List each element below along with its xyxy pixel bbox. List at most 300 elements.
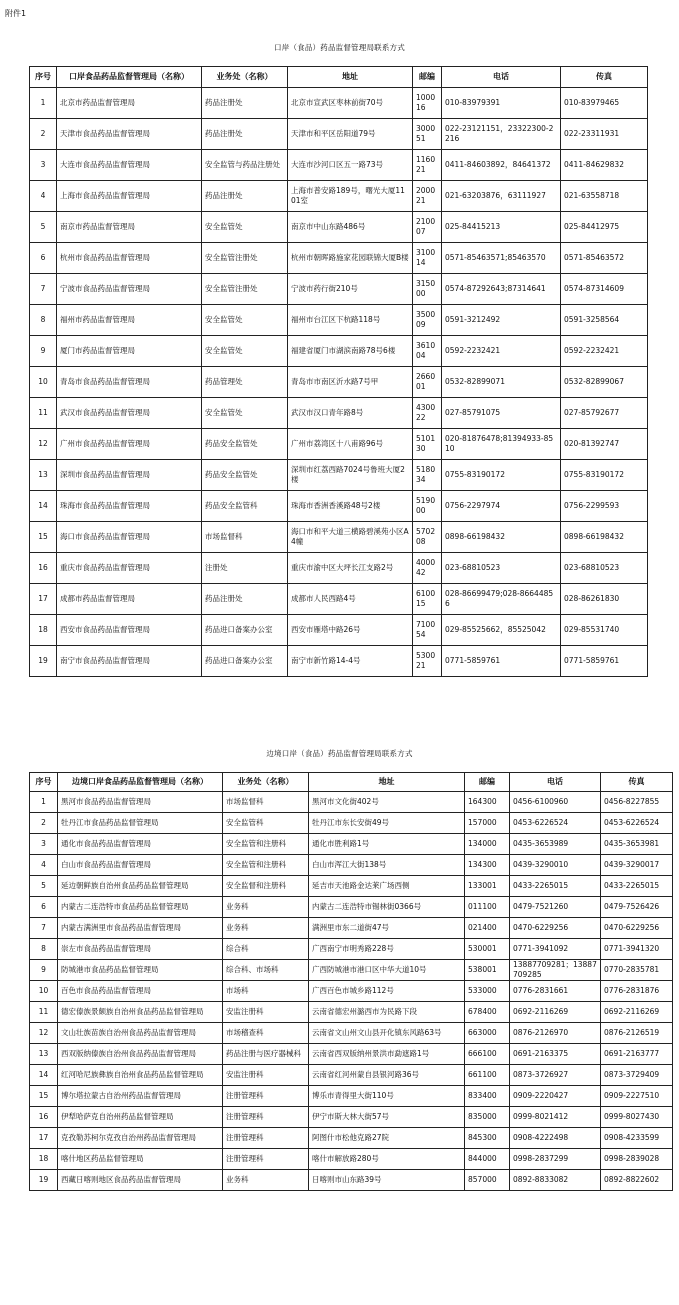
cell-address: 白山市浑江大街138号 xyxy=(309,855,465,876)
cell-address: 博乐市青得里大街110号 xyxy=(309,1086,465,1107)
table-row xyxy=(30,460,648,491)
cell-phone: 0771-3941092 xyxy=(510,939,601,960)
cell-index: 19 xyxy=(30,1170,58,1191)
cell-address: 黑河市文化街402号 xyxy=(309,792,465,813)
table-row xyxy=(30,522,648,553)
cell-index: 8 xyxy=(30,939,58,960)
cell-phone: 0532-82899071 xyxy=(442,367,561,398)
cell-address: 伊宁市斯大林大街57号 xyxy=(309,1107,465,1128)
cell-agency-name: 宁波市食品药品监督管理局 xyxy=(57,274,202,305)
cell-agency-name: 成都市药品监督管理局 xyxy=(57,584,202,615)
cell-postcode: 134000 xyxy=(465,834,510,855)
cell-address: 重庆市渝中区大坪长江支路2号 xyxy=(288,553,413,584)
cell-address: 天津市和平区岳阳道79号 xyxy=(288,119,413,150)
cell-department: 药品注册处 xyxy=(202,119,288,150)
cell-postcode: 430022 xyxy=(413,398,442,429)
cell-address: 福建省厦门市湖滨南路78号6楼 xyxy=(288,336,413,367)
header-phone: 电话 xyxy=(510,773,601,792)
cell-department: 注册管理科 xyxy=(223,1149,309,1170)
cell-address: 广西南宁市明秀路228号 xyxy=(309,939,465,960)
cell-postcode: 533000 xyxy=(465,981,510,1002)
cell-agency-name: 博尔塔拉蒙古自治州药品监督管理局 xyxy=(58,1086,223,1107)
cell-agency-name: 牡丹江市食品药品监督管理局 xyxy=(58,813,223,834)
table-row xyxy=(30,1023,673,1044)
cell-postcode: 100016 xyxy=(413,88,442,119)
cell-agency-name: 珠海市食品药品监督管理局 xyxy=(57,491,202,522)
cell-index: 7 xyxy=(30,274,57,305)
table-row xyxy=(30,960,673,981)
cell-phone: 0691-2163375 xyxy=(510,1044,601,1065)
table-row xyxy=(30,1128,673,1149)
cell-postcode: 661100 xyxy=(465,1065,510,1086)
table-row xyxy=(30,491,648,522)
cell-index: 4 xyxy=(30,181,57,212)
table-row xyxy=(30,897,673,918)
table2-title: 边境口岸（食品）药品监督管理局联系方式 xyxy=(266,749,413,758)
cell-phone: 021-63203876，63111927 xyxy=(442,181,561,212)
cell-phone: 0456-6100960 xyxy=(510,792,601,813)
cell-index: 15 xyxy=(30,1086,58,1107)
cell-agency-name: 白山市食品药品监督管理局 xyxy=(58,855,223,876)
cell-index: 1 xyxy=(30,792,58,813)
cell-fax: 0439-3290017 xyxy=(601,855,673,876)
table-row xyxy=(30,792,673,813)
cell-address: 武汉市汉口青年路8号 xyxy=(288,398,413,429)
cell-fax: 0479-7526426 xyxy=(601,897,673,918)
cell-phone: 0591-3212492 xyxy=(442,305,561,336)
cell-fax: 010-83979465 xyxy=(561,88,648,119)
cell-index: 9 xyxy=(30,336,57,367)
cell-phone: 0755-83190172 xyxy=(442,460,561,491)
cell-postcode: 134300 xyxy=(465,855,510,876)
cell-index: 17 xyxy=(30,584,57,615)
cell-phone: 0909-2220427 xyxy=(510,1086,601,1107)
cell-department: 注册管理科 xyxy=(223,1107,309,1128)
cell-index: 4 xyxy=(30,855,58,876)
cell-index: 11 xyxy=(30,1002,58,1023)
cell-fax: 0571-85463572 xyxy=(561,243,648,274)
table-row xyxy=(30,615,648,646)
table-row xyxy=(30,150,648,181)
cell-address: 西安市雁塔中路26号 xyxy=(288,615,413,646)
cell-department: 药品注册处 xyxy=(202,181,288,212)
cell-agency-name: 防城港市食品药品监督管理局 xyxy=(58,960,223,981)
cell-address: 云南省西双版纳州景洪市勐遮路1号 xyxy=(309,1044,465,1065)
cell-address: 日喀则市山东路39号 xyxy=(309,1170,465,1191)
cell-index: 13 xyxy=(30,1044,58,1065)
cell-department: 药品安全监管科 xyxy=(202,491,288,522)
cell-fax: 0909-2227510 xyxy=(601,1086,673,1107)
cell-agency-name: 克孜勒苏柯尔克孜自治州药品监督管理局 xyxy=(58,1128,223,1149)
cell-postcode: 011100 xyxy=(465,897,510,918)
cell-address: 广西防城港市港口区中华大道10号 xyxy=(309,960,465,981)
attachment-label: 附件1 xyxy=(5,9,27,18)
cell-phone: 0479-7521260 xyxy=(510,897,601,918)
cell-department: 安全监管处 xyxy=(202,336,288,367)
cell-address: 大连市沙河口区五一路73号 xyxy=(288,150,413,181)
header-postcode: 邮编 xyxy=(465,773,510,792)
cell-fax: 028-86261830 xyxy=(561,584,648,615)
cell-department: 市场稽查科 xyxy=(223,1023,309,1044)
cell-phone: 029-85525662，85525042 xyxy=(442,615,561,646)
cell-department: 市场监督科 xyxy=(202,522,288,553)
cell-agency-name: 内蒙古满洲里市食品药品监督管理局 xyxy=(58,918,223,939)
cell-department: 安全监管注册处 xyxy=(202,243,288,274)
cell-postcode: 361004 xyxy=(413,336,442,367)
table-row xyxy=(30,274,648,305)
cell-department: 药品注册处 xyxy=(202,88,288,119)
cell-index: 18 xyxy=(30,1149,58,1170)
cell-department: 业务科 xyxy=(223,918,309,939)
table-row xyxy=(30,1149,673,1170)
cell-fax: 022-23311931 xyxy=(561,119,648,150)
cell-index: 8 xyxy=(30,305,57,336)
table1-header-row xyxy=(30,67,648,88)
table-row xyxy=(30,646,648,677)
header-address: 地址 xyxy=(288,67,413,88)
cell-fax: 0453-6226524 xyxy=(601,813,673,834)
cell-fax: 0770-2835781 xyxy=(601,960,673,981)
cell-agency-name: 广州市食品药品监督管理局 xyxy=(57,429,202,460)
header-agency-name: 边境口岸食品药品监督管理局（名称） xyxy=(58,773,223,792)
cell-agency-name: 福州市药品监督管理局 xyxy=(57,305,202,336)
cell-postcode: 116021 xyxy=(413,150,442,181)
header-postcode: 邮编 xyxy=(413,67,442,88)
cell-fax: 0998-2839028 xyxy=(601,1149,673,1170)
cell-index: 10 xyxy=(30,367,57,398)
cell-postcode: 510130 xyxy=(413,429,442,460)
cell-address: 广西百色市城乡路112号 xyxy=(309,981,465,1002)
cell-department: 安监注册科 xyxy=(223,1065,309,1086)
cell-postcode: 570208 xyxy=(413,522,442,553)
cell-fax: 0591-3258564 xyxy=(561,305,648,336)
cell-postcode: 710054 xyxy=(413,615,442,646)
cell-index: 5 xyxy=(30,212,57,243)
cell-department: 安全监管和注册科 xyxy=(223,834,309,855)
cell-department: 药品进口备案办公室 xyxy=(202,615,288,646)
cell-phone: 025-84415213 xyxy=(442,212,561,243)
cell-phone: 0776-2831661 xyxy=(510,981,601,1002)
cell-agency-name: 延边朝鲜族自治州食品药品监督管理局 xyxy=(58,876,223,897)
cell-fax: 0692-2116269 xyxy=(601,1002,673,1023)
cell-agency-name: 南宁市食品药品监督管理局 xyxy=(57,646,202,677)
cell-index: 2 xyxy=(30,813,58,834)
cell-address: 北京市宣武区枣林前街70号 xyxy=(288,88,413,119)
cell-phone: 0908-4222498 xyxy=(510,1128,601,1149)
cell-fax: 0908-4233599 xyxy=(601,1128,673,1149)
cell-index: 16 xyxy=(30,1107,58,1128)
cell-phone: 0692-2116269 xyxy=(510,1002,601,1023)
cell-fax: 0873-3729409 xyxy=(601,1065,673,1086)
cell-agency-name: 上海市食品药品监督管理局 xyxy=(57,181,202,212)
cell-postcode: 666100 xyxy=(465,1044,510,1065)
cell-phone: 0470-6229256 xyxy=(510,918,601,939)
cell-phone: 0439-3290010 xyxy=(510,855,601,876)
cell-agency-name: 青岛市食品药品监督管理局 xyxy=(57,367,202,398)
cell-index: 16 xyxy=(30,553,57,584)
cell-index: 12 xyxy=(30,429,57,460)
table-row xyxy=(30,1107,673,1128)
cell-index: 13 xyxy=(30,460,57,491)
cell-agency-name: 海口市食品药品监督管理局 xyxy=(57,522,202,553)
cell-fax: 0433-2265015 xyxy=(601,876,673,897)
table-row xyxy=(30,243,648,274)
cell-fax: 0592-2232421 xyxy=(561,336,648,367)
table-row xyxy=(30,1065,673,1086)
cell-address: 青岛市市南区沂水路7号甲 xyxy=(288,367,413,398)
cell-fax: 0755-83190172 xyxy=(561,460,648,491)
cell-fax: 027-85792677 xyxy=(561,398,648,429)
cell-fax: 0771-5859761 xyxy=(561,646,648,677)
cell-agency-name: 伊犁哈萨克自治州药品监督管理局 xyxy=(58,1107,223,1128)
cell-phone: 0433-2265015 xyxy=(510,876,601,897)
cell-address: 满洲里市东二道街47号 xyxy=(309,918,465,939)
cell-phone: 0876-2126970 xyxy=(510,1023,601,1044)
cell-address: 延吉市天池路金达莱广场西侧 xyxy=(309,876,465,897)
cell-address: 通化市胜利路1号 xyxy=(309,834,465,855)
cell-phone: 0435-3653989 xyxy=(510,834,601,855)
cell-index: 5 xyxy=(30,876,58,897)
cell-phone: 022-23121151，23322300-2216 xyxy=(442,119,561,150)
table-row xyxy=(30,1086,673,1107)
cell-fax: 0999-8027430 xyxy=(601,1107,673,1128)
cell-postcode: 210007 xyxy=(413,212,442,243)
cell-department: 药品注册处 xyxy=(202,584,288,615)
cell-postcode: 678400 xyxy=(465,1002,510,1023)
cell-department: 药品注册与医疗器械科 xyxy=(223,1044,309,1065)
table-row xyxy=(30,119,648,150)
cell-department: 药品安全监管处 xyxy=(202,460,288,491)
cell-phone: 023-68810523 xyxy=(442,553,561,584)
table-row xyxy=(30,876,673,897)
cell-fax: 0876-2126519 xyxy=(601,1023,673,1044)
cell-department: 安全监督和注册科 xyxy=(223,876,309,897)
table-row xyxy=(30,398,648,429)
border-port-fda-contact-table xyxy=(29,772,673,1191)
cell-address: 杭州市朝晖路施家花园联锦大厦B楼 xyxy=(288,243,413,274)
cell-postcode: 300051 xyxy=(413,119,442,150)
table-row xyxy=(30,1044,673,1065)
cell-department: 药品安全监管处 xyxy=(202,429,288,460)
port-fda-contact-table xyxy=(29,66,648,677)
cell-fax: 025-84412975 xyxy=(561,212,648,243)
cell-index: 10 xyxy=(30,981,58,1002)
cell-fax: 0776-2831876 xyxy=(601,981,673,1002)
table-row xyxy=(30,553,648,584)
cell-address: 牡丹江市东长安街49号 xyxy=(309,813,465,834)
cell-agency-name: 南京市药品监督管理局 xyxy=(57,212,202,243)
cell-agency-name: 喀什地区药品监督管理局 xyxy=(58,1149,223,1170)
cell-phone: 027-85791075 xyxy=(442,398,561,429)
cell-phone: 028-86699479;028-86644856 xyxy=(442,584,561,615)
cell-fax: 0411-84629832 xyxy=(561,150,648,181)
cell-department: 药品进口备案办公室 xyxy=(202,646,288,677)
cell-postcode: 833400 xyxy=(465,1086,510,1107)
header-department: 业务处（名称） xyxy=(223,773,309,792)
cell-phone: 0998-2837299 xyxy=(510,1149,601,1170)
cell-postcode: 538001 xyxy=(465,960,510,981)
cell-postcode: 844000 xyxy=(465,1149,510,1170)
cell-postcode: 835000 xyxy=(465,1107,510,1128)
cell-index: 3 xyxy=(30,834,58,855)
cell-address: 阿图什市松他克路27院 xyxy=(309,1128,465,1149)
cell-address: 南京市中山东路486号 xyxy=(288,212,413,243)
cell-index: 7 xyxy=(30,918,58,939)
cell-department: 安全监管与药品注册处 xyxy=(202,150,288,181)
header-index: 序号 xyxy=(30,773,58,792)
cell-index: 15 xyxy=(30,522,57,553)
cell-address: 喀什市解放路280号 xyxy=(309,1149,465,1170)
cell-agency-name: 崇左市食品药品监督管理局 xyxy=(58,939,223,960)
cell-address: 珠海市香洲香溪路48号2楼 xyxy=(288,491,413,522)
cell-fax: 0756-2299593 xyxy=(561,491,648,522)
cell-fax: 020-81392747 xyxy=(561,429,648,460)
cell-index: 18 xyxy=(30,615,57,646)
cell-agency-name: 深圳市食品药品监督管理局 xyxy=(57,460,202,491)
cell-phone: 0592-2232421 xyxy=(442,336,561,367)
cell-index: 14 xyxy=(30,491,57,522)
cell-address: 云南省德宏州潞西市为民路下段 xyxy=(309,1002,465,1023)
cell-index: 11 xyxy=(30,398,57,429)
cell-fax: 0691-2163777 xyxy=(601,1044,673,1065)
cell-phone: 13887709281；13887709285 xyxy=(510,960,601,981)
cell-index: 6 xyxy=(30,897,58,918)
cell-index: 1 xyxy=(30,88,57,119)
cell-department: 安全监管处 xyxy=(202,398,288,429)
cell-address: 云南省红河州蒙自县银河路36号 xyxy=(309,1065,465,1086)
cell-department: 业务科 xyxy=(223,1170,309,1191)
table1-title: 口岸（食品）药品监督管理局联系方式 xyxy=(274,43,405,52)
cell-address: 海口市和平大道三横路碧溪苑小区A4幢 xyxy=(288,522,413,553)
table-row xyxy=(30,336,648,367)
cell-agency-name: 杭州市食品药品监督管理局 xyxy=(57,243,202,274)
table-row xyxy=(30,834,673,855)
cell-department: 药品管理处 xyxy=(202,367,288,398)
cell-postcode: 266001 xyxy=(413,367,442,398)
cell-department: 综合科、市场科 xyxy=(223,960,309,981)
cell-fax: 0892-8822602 xyxy=(601,1170,673,1191)
cell-postcode: 133001 xyxy=(465,876,510,897)
table-row xyxy=(30,212,648,243)
cell-agency-name: 通化市食品药品监督管理局 xyxy=(58,834,223,855)
cell-phone: 0574-87292643;87314641 xyxy=(442,274,561,305)
cell-postcode: 400042 xyxy=(413,553,442,584)
cell-phone: 0771-5859761 xyxy=(442,646,561,677)
cell-department: 注册管理科 xyxy=(223,1128,309,1149)
header-address: 地址 xyxy=(309,773,465,792)
cell-agency-name: 文山壮族苗族自治州食品药品监督管理局 xyxy=(58,1023,223,1044)
table-row xyxy=(30,855,673,876)
cell-postcode: 518034 xyxy=(413,460,442,491)
cell-index: 2 xyxy=(30,119,57,150)
cell-postcode: 200021 xyxy=(413,181,442,212)
cell-address: 福州市台江区下杭路118号 xyxy=(288,305,413,336)
cell-department: 安全监管注册处 xyxy=(202,274,288,305)
cell-postcode: 350009 xyxy=(413,305,442,336)
cell-agency-name: 天津市食品药品监督管理局 xyxy=(57,119,202,150)
cell-agency-name: 德宏傣族景颇族自治州食品药品监督管理局 xyxy=(58,1002,223,1023)
header-agency-name: 口岸食品药品监督管理局（名称） xyxy=(57,67,202,88)
cell-address: 内蒙古二连浩特市锡林街0366号 xyxy=(309,897,465,918)
cell-agency-name: 内蒙古二连浩特市食品药品监督管理局 xyxy=(58,897,223,918)
cell-address: 南宁市新竹路14-4号 xyxy=(288,646,413,677)
cell-index: 3 xyxy=(30,150,57,181)
cell-index: 19 xyxy=(30,646,57,677)
cell-department: 注册管理科 xyxy=(223,1086,309,1107)
cell-agency-name: 西藏日喀则地区食品药品监督管理局 xyxy=(58,1170,223,1191)
cell-phone: 020-81876478;81394933-8510 xyxy=(442,429,561,460)
cell-postcode: 530021 xyxy=(413,646,442,677)
cell-department: 安全监管处 xyxy=(202,212,288,243)
cell-phone: 010-83979391 xyxy=(442,88,561,119)
cell-address: 云南省文山州文山县开化镇东风路63号 xyxy=(309,1023,465,1044)
cell-agency-name: 黑河市食品药品监督管理局 xyxy=(58,792,223,813)
cell-fax: 0898-66198432 xyxy=(561,522,648,553)
cell-phone: 0411-84603892，84641372 xyxy=(442,150,561,181)
cell-address: 成都市人民西路4号 xyxy=(288,584,413,615)
cell-agency-name: 红河哈尼族彝族自治州食品药品监督管理局 xyxy=(58,1065,223,1086)
cell-department: 业务科 xyxy=(223,897,309,918)
table-row xyxy=(30,981,673,1002)
table-row xyxy=(30,918,673,939)
cell-fax: 0532-82899067 xyxy=(561,367,648,398)
cell-phone: 0999-8021412 xyxy=(510,1107,601,1128)
cell-fax: 0574-87314609 xyxy=(561,274,648,305)
cell-phone: 0571-85463571;85463570 xyxy=(442,243,561,274)
cell-agency-name: 重庆市食品药品监督管理局 xyxy=(57,553,202,584)
cell-postcode: 857000 xyxy=(465,1170,510,1191)
cell-postcode: 021400 xyxy=(465,918,510,939)
cell-department: 市场科 xyxy=(223,981,309,1002)
table-row xyxy=(30,1002,673,1023)
cell-fax: 0435-3653981 xyxy=(601,834,673,855)
cell-fax: 029-85531740 xyxy=(561,615,648,646)
header-fax: 传真 xyxy=(561,67,648,88)
cell-department: 安监注册科 xyxy=(223,1002,309,1023)
cell-address: 深圳市红荔西路7024号鲁班大厦2楼 xyxy=(288,460,413,491)
cell-agency-name: 大连市食品药品监督管理局 xyxy=(57,150,202,181)
cell-postcode: 310014 xyxy=(413,243,442,274)
cell-index: 9 xyxy=(30,960,58,981)
cell-department: 注册处 xyxy=(202,553,288,584)
cell-phone: 0453-6226524 xyxy=(510,813,601,834)
table2-header-row xyxy=(30,773,673,792)
table-row xyxy=(30,305,648,336)
table-row xyxy=(30,939,673,960)
cell-fax: 023-68810523 xyxy=(561,553,648,584)
table-row xyxy=(30,367,648,398)
cell-phone: 0756-2297974 xyxy=(442,491,561,522)
cell-address: 广州市荔湾区十八甫路96号 xyxy=(288,429,413,460)
cell-postcode: 164300 xyxy=(465,792,510,813)
cell-postcode: 610015 xyxy=(413,584,442,615)
cell-index: 12 xyxy=(30,1023,58,1044)
header-department: 业务处（名称） xyxy=(202,67,288,88)
cell-agency-name: 北京市药品监督管理局 xyxy=(57,88,202,119)
cell-phone: 0873-3726927 xyxy=(510,1065,601,1086)
table-row xyxy=(30,1170,673,1191)
table-row xyxy=(30,584,648,615)
cell-agency-name: 武汉市食品药品监督管理局 xyxy=(57,398,202,429)
cell-phone: 0898-66198432 xyxy=(442,522,561,553)
cell-postcode: 519000 xyxy=(413,491,442,522)
table-row xyxy=(30,429,648,460)
cell-address: 上海市普安路189号，曙光大厦1101室 xyxy=(288,181,413,212)
cell-postcode: 157000 xyxy=(465,813,510,834)
cell-department: 综合科 xyxy=(223,939,309,960)
header-fax: 传真 xyxy=(601,773,673,792)
cell-postcode: 663000 xyxy=(465,1023,510,1044)
